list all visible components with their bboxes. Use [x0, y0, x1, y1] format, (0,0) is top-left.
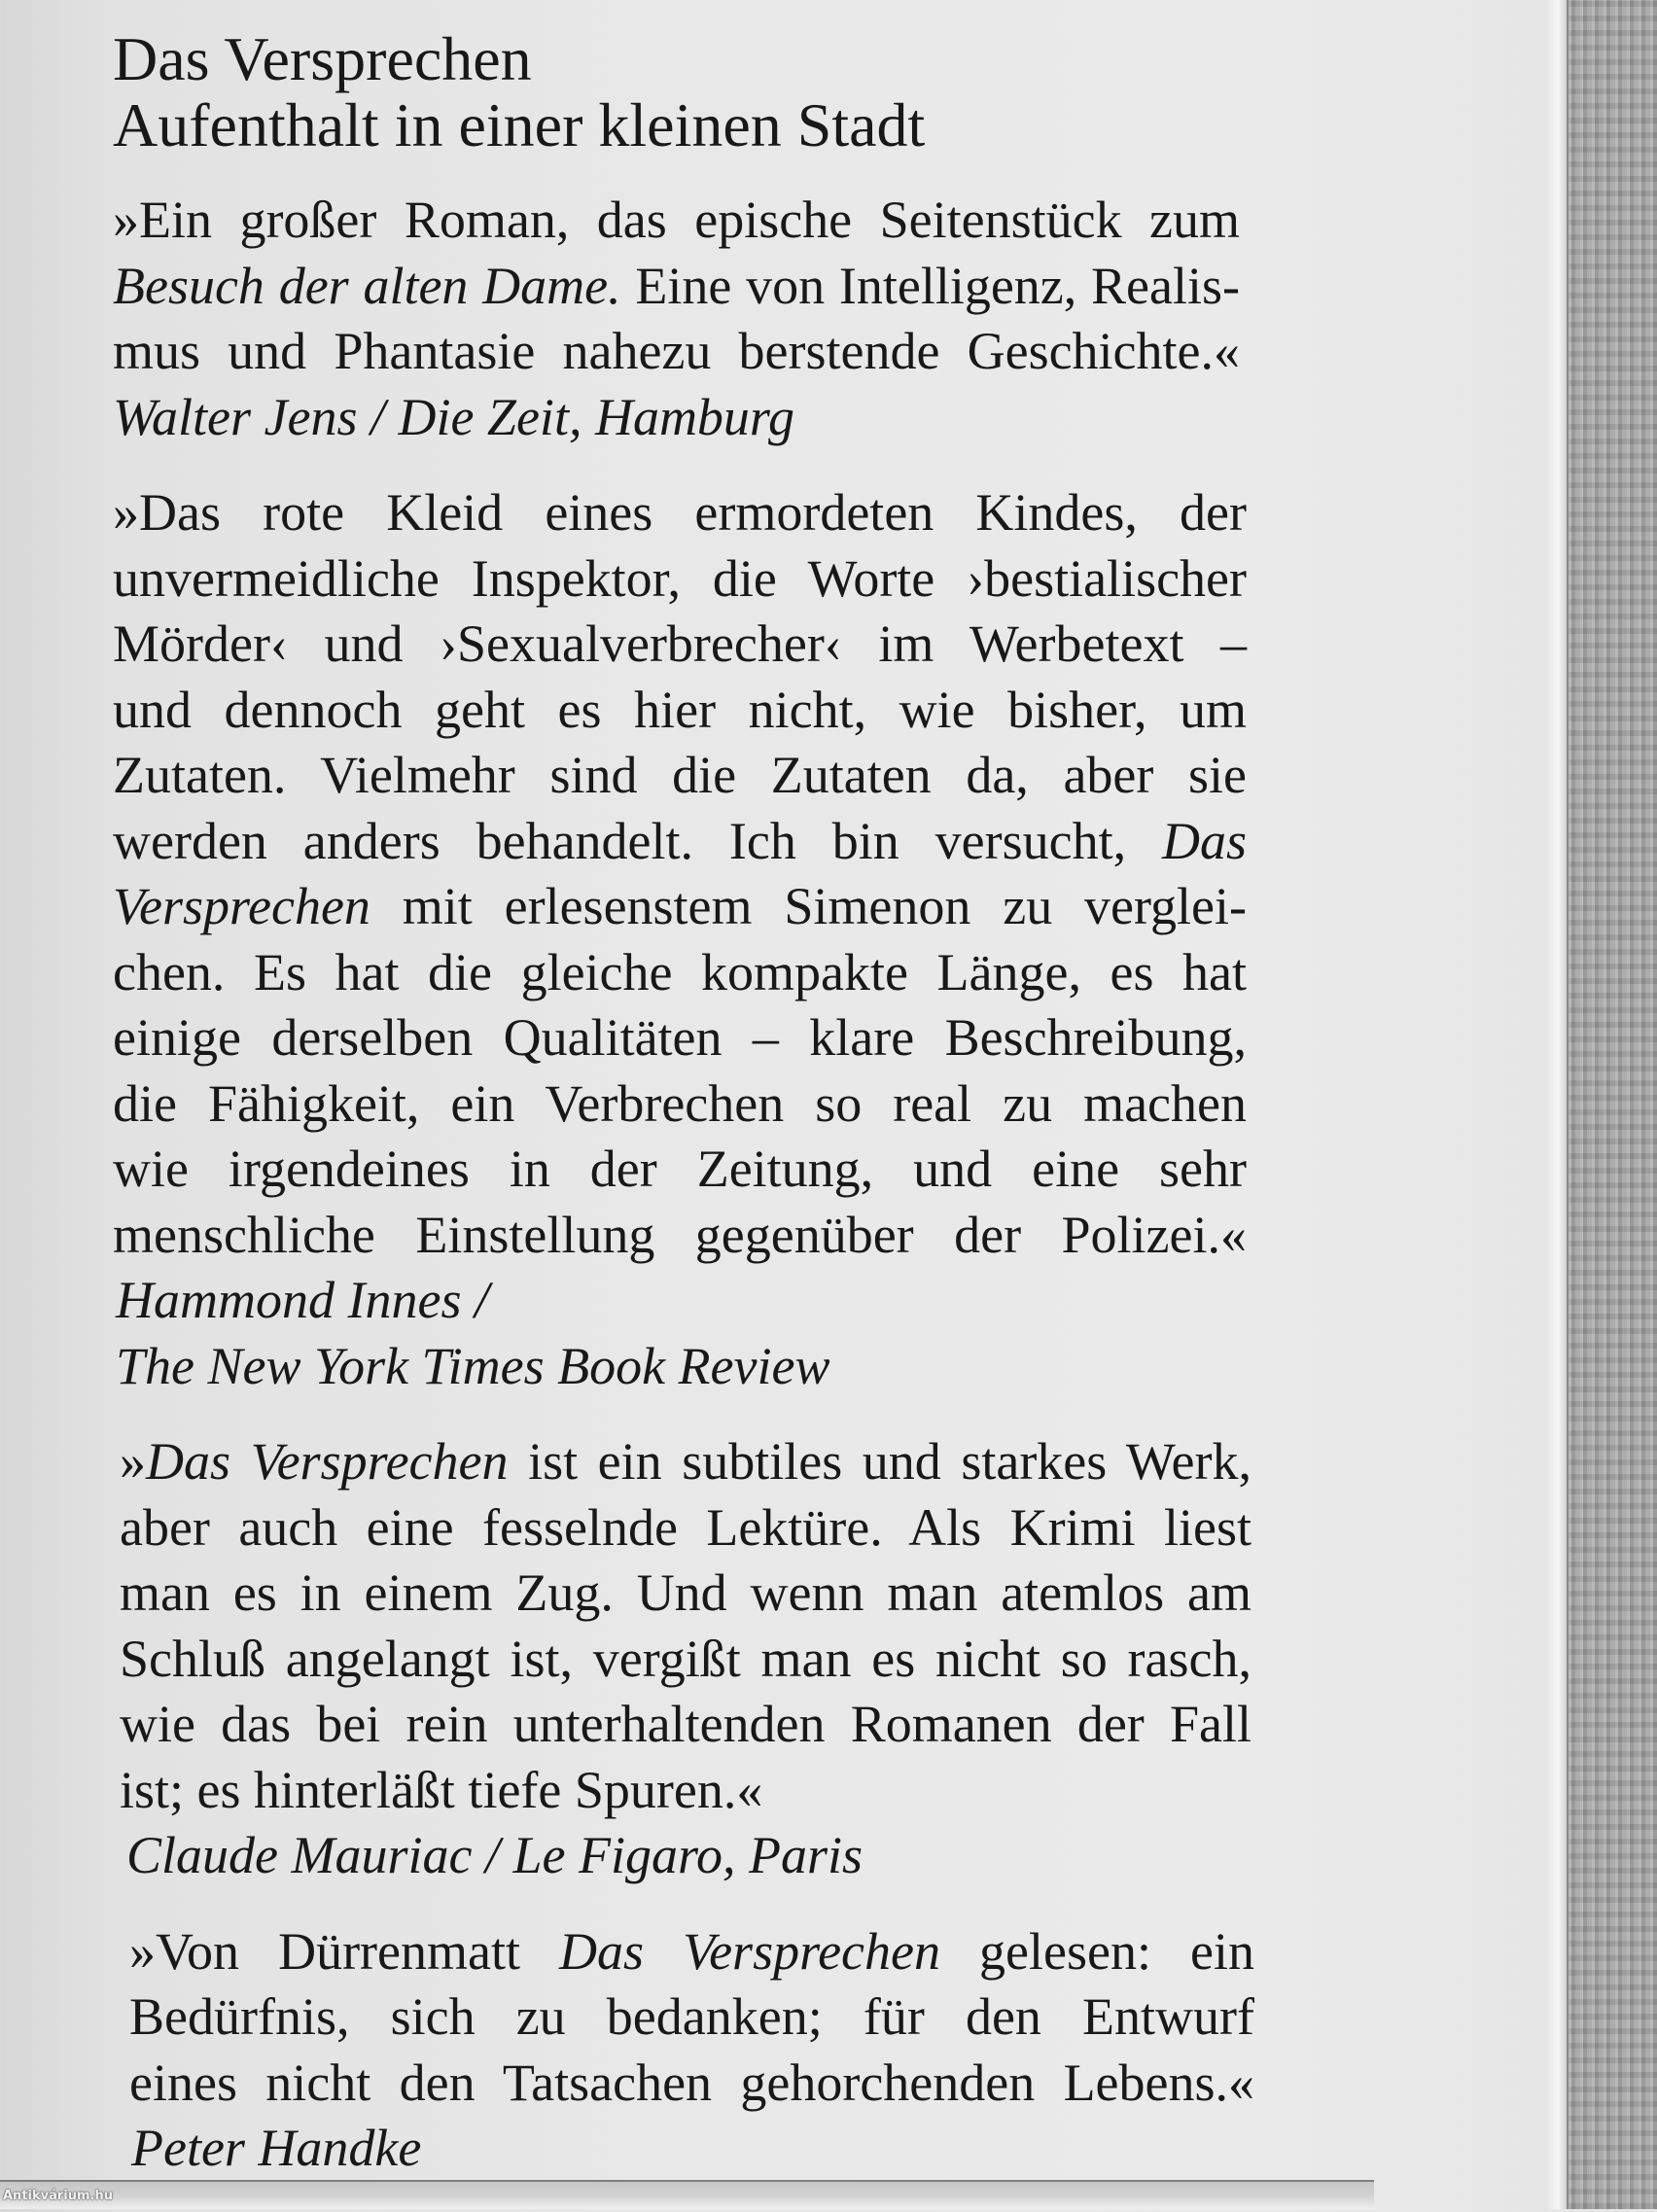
text-line	[113, 254, 1240, 320]
text-segment: »Das rote Kleid eines ermordeten Kindes, der	[113, 483, 1247, 542]
text-line	[120, 1692, 1252, 1758]
review-source: Peter Handke	[131, 2119, 422, 2177]
text-segment: »	[120, 1432, 146, 1491]
text-segment: eines nicht den Tatsachen gehorchenden Lebens.«	[129, 2053, 1254, 2112]
review-source: Claude Mauriac / Le Figaro, Paris	[126, 1826, 863, 1884]
text-line	[113, 319, 1240, 385]
text-line	[113, 480, 1247, 546]
text-line	[113, 1137, 1247, 1203]
text-line	[129, 1919, 1254, 1985]
text-segment: Schluß angelangt ist, vergißt man es nicht so rasch,	[120, 1629, 1252, 1688]
review-source: The New York Times Book Review	[116, 1336, 830, 1395]
review-source: Hammond Innes /	[116, 1271, 489, 1329]
text-line	[113, 940, 1247, 1006]
review-quote	[129, 1919, 1254, 2182]
text-segment: und dennoch geht es hier nicht, wie bisher, um	[113, 680, 1247, 739]
text-line	[113, 678, 1247, 744]
text-line	[120, 1429, 1252, 1495]
text-segment: die Fähigkeit, ein Verbrechen so real zu machen	[113, 1073, 1247, 1133]
text-segment: Eine von Intelligenz, Realis-	[620, 256, 1240, 315]
text-line	[113, 612, 1247, 678]
title-line: Das Versprechen	[113, 24, 532, 93]
text-line	[113, 743, 1247, 809]
text-segment: Bedürfnis, sich zu bedanken; für den Entwurf	[129, 1987, 1254, 2046]
review-quote	[113, 188, 1240, 450]
text-line	[120, 1758, 1252, 1824]
text-segment: unvermeidliche Inspektor, die Worte ›bestialischer	[113, 548, 1247, 608]
text-segment: man es in einem Zug. Und wenn man atemlos am	[120, 1563, 1252, 1622]
text-line	[113, 546, 1247, 613]
text-segment: mit erlesenstem Simenon zu verglei-	[370, 877, 1247, 935]
review-source: Walter Jens / Die Zeit, Hamburg	[113, 387, 794, 446]
back-cover-text	[0, 26, 1556, 2212]
watermark: Antikvárium.hu	[3, 2189, 113, 2203]
text-segment: chen. Es hat die gleiche kompakte Länge, es hat	[113, 942, 1247, 1001]
text-segment: gelesen: ein	[940, 1921, 1254, 1981]
italic-title: Das Versprechen	[559, 1921, 940, 1981]
italic-title: Das Versprechen	[146, 1432, 509, 1491]
text-segment: werden anders behandelt. Ich bin versucht,	[113, 811, 1162, 870]
text-segment: »Ein großer Roman, das epische Seitenstück zum	[113, 191, 1240, 249]
subtitle-line: Aufenthalt in einer kleinen Stadt	[113, 89, 926, 159]
text-line	[113, 809, 1247, 875]
text-line	[113, 188, 1240, 254]
italic-title: Versprechen	[113, 877, 370, 935]
italic-title: Das	[1161, 811, 1247, 870]
background-texture	[1567, 0, 1657, 2209]
text-segment: aber auch eine fesselnde Lektüre. Als Krimi liest	[120, 1497, 1252, 1557]
text-segment: menschliche Einstellung gegenüber der Polizei.«	[113, 1205, 1247, 1264]
text-segment: Zutaten. Vielmehr sind die Zutaten da, aber sie	[113, 746, 1247, 804]
text-line	[120, 1627, 1252, 1693]
text-segment: ist ein subtiles und starkes Werk,	[508, 1432, 1252, 1491]
text-segment: ist; es hinterläßt tiefe Spuren.«	[120, 1760, 763, 1819]
review-quote	[120, 1429, 1252, 1889]
text-segment: »Von Dürrenmatt	[129, 1921, 560, 1981]
text-line	[120, 1495, 1252, 1562]
text-line	[129, 2051, 1254, 2117]
text-line	[113, 874, 1247, 940]
text-line	[113, 1005, 1247, 1071]
text-line	[129, 1984, 1254, 2051]
text-line	[120, 1561, 1252, 1627]
review-quote	[113, 480, 1247, 1399]
text-line	[113, 1071, 1247, 1138]
text-segment: mus und Phantasie nahezu berstende Geschichte.«	[113, 322, 1240, 380]
text-segment: Mörder‹ und ›Sexualverbrecher‹ im Werbetext –	[113, 614, 1247, 673]
book-title	[113, 26, 1241, 158]
text-segment: wie irgendeines in der Zeitung, und eine sehr	[113, 1140, 1247, 1198]
text-segment: einige derselben Qualitäten – klare Beschreibung,	[113, 1008, 1247, 1067]
text-line	[113, 1203, 1247, 1269]
text-segment: wie das bei rein unterhaltenden Romanen der Fall	[120, 1695, 1252, 1753]
italic-title: Besuch der alten Dame.	[113, 256, 621, 315]
